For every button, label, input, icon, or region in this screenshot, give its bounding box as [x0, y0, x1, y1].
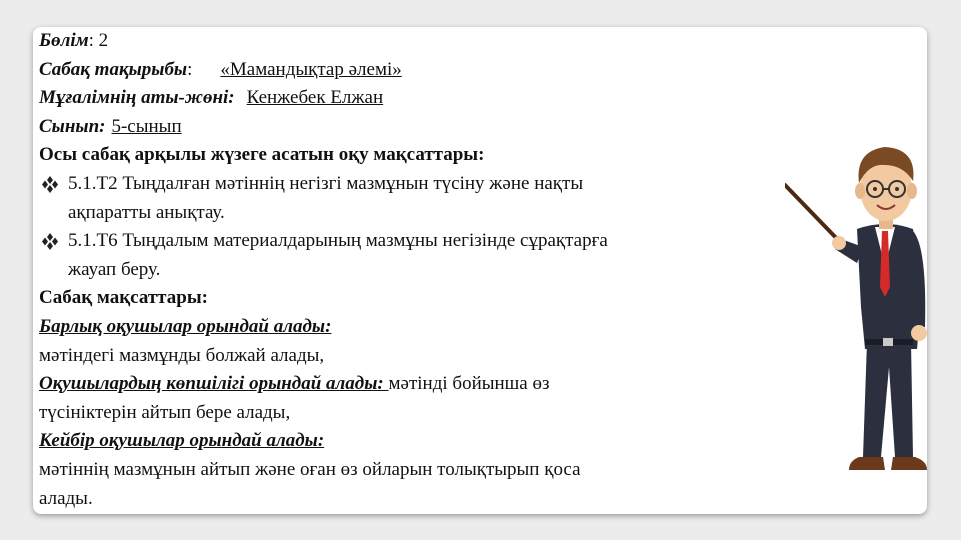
objective-item — [39, 170, 769, 227]
objective-line2: жауап беру. — [68, 258, 161, 280]
section-sep: : — [88, 30, 94, 51]
goal-all-label: Барлық оқушылар орындай алады: — [39, 315, 332, 337]
section-value: 2 — [93, 30, 109, 51]
teacher-line — [39, 84, 769, 113]
grade-line — [39, 113, 769, 142]
lesson-text — [39, 27, 769, 513]
topic-label: Сабақ тақырыбы — [39, 58, 188, 80]
objectives-heading: Осы сабақ арқылы жүзеге асатын оқу мақсаттары: — [39, 144, 485, 166]
objective-line1: 5.1.Т2 Тыңдалған мәтіннің негізгі мазмұнын түсіну және нақты — [68, 172, 584, 194]
goal-some-text2: алады. — [39, 487, 93, 509]
diamond-bullet-icon — [39, 227, 61, 255]
teacher-label: Мұғалімнің аты-жөні: — [39, 87, 235, 109]
goal-some-text1: мәтіннің мазмұнын айтып және оған өз ойларын толықтырып қоса — [39, 458, 581, 480]
section-label: Бөлім — [39, 30, 89, 51]
grade-label: Сынып: — [39, 115, 106, 137]
topic-sep: : — [187, 58, 193, 80]
goal-most-text1: мәтінді бойынша өз — [388, 373, 550, 395]
objective-item — [39, 227, 769, 284]
topic-line — [39, 56, 769, 85]
teacher-value: Кенжебек Елжан — [246, 87, 384, 109]
goal-most-label: Оқушылардың көпшілігі орындай алады: — [39, 373, 389, 395]
diamond-bullet-icon — [39, 170, 61, 198]
goals-heading: Сабақ мақсаттары: — [39, 287, 208, 309]
goal-some-label: Кейбір оқушылар орындай алады: — [39, 430, 325, 452]
topic-value: «Мамандықтар әлемі» — [220, 58, 402, 80]
goal-most-line — [39, 370, 769, 399]
goal-most-text2: түсініктерін айтып бере алады, — [39, 401, 291, 423]
slide-card — [33, 27, 927, 514]
teacher-pointer-illustration-icon — [785, 127, 927, 502]
objective-line2: ақпаратты анықтау. — [68, 201, 225, 223]
section-line — [39, 27, 769, 56]
grade-value: 5-сынып — [111, 115, 182, 137]
objective-line1: 5.1.Т6 Тыңдалым материалдарының мазмұны негізінде сұрақтарға — [68, 230, 608, 252]
goal-all-text: мәтіндегі мазмұнды болжай алады, — [39, 344, 325, 366]
